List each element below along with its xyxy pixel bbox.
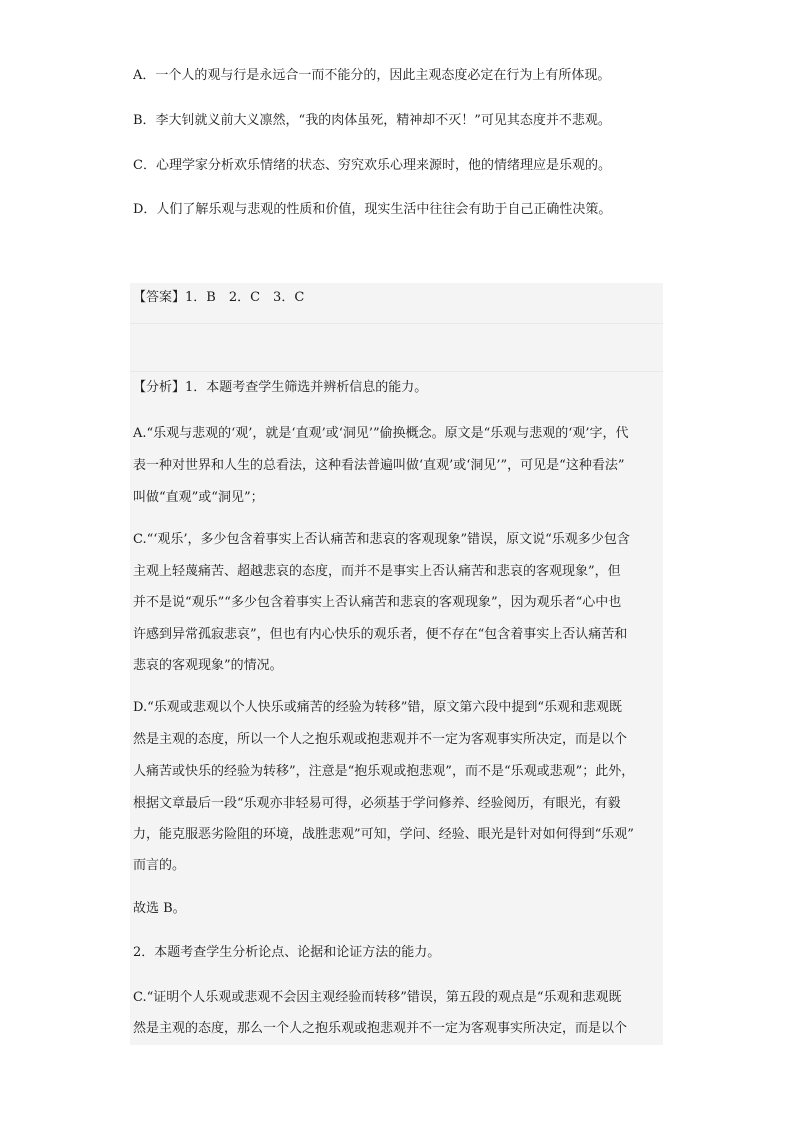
analysis-c-line-3: 并不是说“观乐”“多少包含着事实上否认痛苦和悲哀的客观现象”，因为观乐者“心中也: [133, 595, 622, 610]
option-c: C．心理学家分析欢乐情绪的状态、穷究欢乐心理来源时，他的情绪理应是乐观的。: [133, 158, 611, 173]
answer-line: [133, 282, 663, 314]
answer-text: 1．B 2．C 3．C: [185, 290, 305, 305]
analysis-a-line-1: A.“乐观与悲观的‘观’，就是‘直观’或‘洞见’”偷换概念。原文是“乐观与悲观的‘观’字，代: [133, 426, 629, 441]
analysis-intro-line: [133, 372, 663, 404]
analysis-d-line-2: 然是主观的态度，所以一个人之抱乐观或抱悲观并不一定为客观事实所决定，而是以个: [133, 732, 628, 747]
q2-line-2: 然是主观的态度，那么一个人之抱乐观或抱悲观并不一定为客观事实所决定，而是以个: [133, 1021, 628, 1036]
option-d: D．人们了解乐观与悲观的性质和价值，现实生活中往往会有助于自己正确性决策。: [133, 202, 612, 217]
option-b: B．李大钊就义前大义凛然，“我的肉体虽死，精神却不灭！”可见其态度并不悲观。: [133, 113, 611, 128]
analysis-d-line-1: D.“乐观或悲观以个人快乐或痛苦的经验为转移”错，原文第六段中提到“乐观和悲观既: [133, 700, 623, 715]
analysis-c-line-2: 主观上轻蔑痛苦、超越悲哀的态度，而并不是事实上否认痛苦和悲哀的客观现象”，但: [133, 564, 621, 579]
analysis-a-line-2: 表一种对世界和人生的总看法，这种看法普遍叫做‘直观’或‘洞见’”，可见是“这种看法”: [133, 458, 625, 473]
analysis-d-line-6: 而言的。: [133, 858, 186, 873]
choose-line: 故选 B。: [133, 901, 186, 916]
option-a: A．一个人的观与行是永远合一而不能分的，因此主观态度必定在行为上有所体现。: [133, 68, 611, 83]
answer-tag: 【答案】: [133, 290, 186, 305]
q2-intro-line: 2．本题考查学生分析论点、论据和论证方法的能力。: [133, 945, 441, 960]
analysis-d-line-4: 根据文章最后一段“乐观亦非轻易可得，必须基于学问修养、经验阅历，有眼光，有毅: [133, 796, 621, 811]
analysis-intro: 1．本题考查学生筛选并辨析信息的能力。: [185, 380, 428, 395]
analysis-d-line-5: 力，能克服恶劣险阻的环境，战胜悲观”可知，学问、经验、眼光是针对如何得到“乐观”: [133, 827, 634, 842]
divider: [130, 323, 663, 324]
analysis-tag: 【分析】: [133, 380, 186, 395]
analysis-a-line-3: 叫做“直观”或“洞见”；: [133, 490, 264, 505]
analysis-c-line-5: 悲哀的客观现象”的情况。: [133, 658, 283, 673]
analysis-c-line-1: C.“‘观乐’，多少包含着事实上否认痛苦和悲哀的客观现象”错误，原文说“乐观多少包含: [133, 532, 630, 547]
q2-line-1: C.“证明个人乐观或悲观不会因主观经验而转移”错误，第五段的观点是“乐观和悲观既: [133, 990, 622, 1005]
analysis-d-line-3: 人痛苦或快乐的经验为转移”，注意是“抱乐观或抱悲观”，而不是“乐观或悲观”；此外，: [133, 764, 635, 779]
analysis-c-line-4: 许感到异常孤寂悲哀”，但也有内心快乐的观乐者，便不存在“包含着事实上否认痛苦和: [133, 627, 628, 642]
